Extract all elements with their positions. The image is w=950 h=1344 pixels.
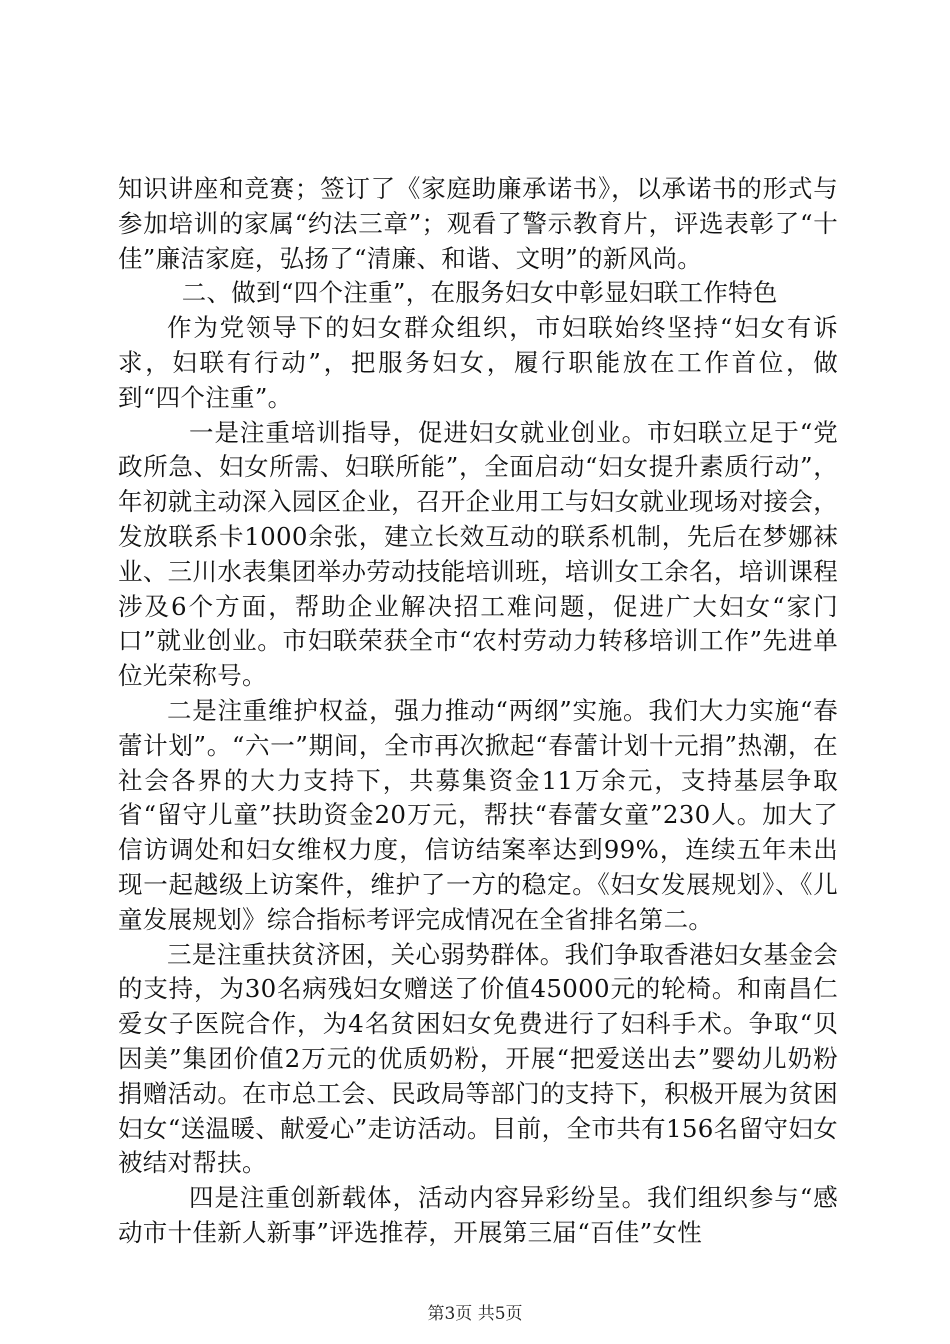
- paragraph-item-2: 二是注重维护权益，强力推动“两纲”实施。我们大力实施“春蕾计划”。“六一”期间，全市再次掀起“春蕾计划十元捐”热潮，在社会各界的大力支持下，共募集资金11万余元，支持基层争取省“留守儿童”扶助资金20万元，帮扶“春蕾女童”230人。加大了信访调处和妇女维权力度，信访结案率达到99%，连续五年未出现一起越级上访案件，维护了一方的稳定。《妇女发展规划》、《儿童发展规划》综合指标考评完成情况在全省排名第二。: [118, 695, 838, 934]
- paragraph-continuation: 知识讲座和竞赛；签订了《家庭助廉承诺书》，以承诺书的形式与参加培训的家属“约法三章”；观看了警示教育片，评选表彰了“十佳”廉洁家庭，弘扬了“清廉、和谐、文明”的新风尚。: [118, 174, 838, 273]
- page-number-footer: 第3页 共5页: [427, 1304, 523, 1324]
- document-body: [118, 172, 838, 1251]
- paragraph-item-1: 一是注重培训指导，促进妇女就业创业。市妇联立足于“党政所急、妇女所需、妇联所能”，全面启动“妇女提升素质行动”，年初就主动深入园区企业，召开企业用工与妇女就业现场对接会，发放联系卡1000余张，建立长效互动的联系机制，先后在梦娜袜业、三川水表集团举办劳动技能培训班，培训女工余名，培训课程涉及6个方面，帮助企业解决招工难问题，促进广大妇女“家门口”就业创业。市妇联荣获全市“农村劳动力转移培训工作”先进单位光荣称号。: [118, 417, 838, 691]
- section-heading: 二、做到“四个注重”，在服务妇女中彰显妇联工作特色: [181, 278, 778, 308]
- paragraph-item-4: 四是注重创新载体，活动内容异彩纷呈。我们组织参与“感动市十佳新人新事”评选推荐，开展第三届“百佳”女性: [118, 1183, 838, 1247]
- paragraph-intro: 作为党领导下的妇女群众组织，市妇联始终坚持“妇女有诉求，妇联有行动”，把服务妇女，履行职能放在工作首位，做到“四个注重”。: [118, 313, 838, 412]
- paragraph-item-3: 三是注重扶贫济困，关心弱势群体。我们争取香港妇女基金会的支持，为30名病残妇女赠送了价值45000元的轮椅。和南昌仁爱女子医院合作，为4名贫困妇女免费进行了妇科手术。争取“贝因美”集团价值2万元的优质奶粉，开展“把爱送出去”婴幼儿奶粉捐赠活动。在市总工会、民政局等部门的支持下，积极开展为贫困妇女“送温暖、献爱心”走访活动。目前，全市共有156名留守妇女被结对帮扶。: [118, 939, 838, 1178]
